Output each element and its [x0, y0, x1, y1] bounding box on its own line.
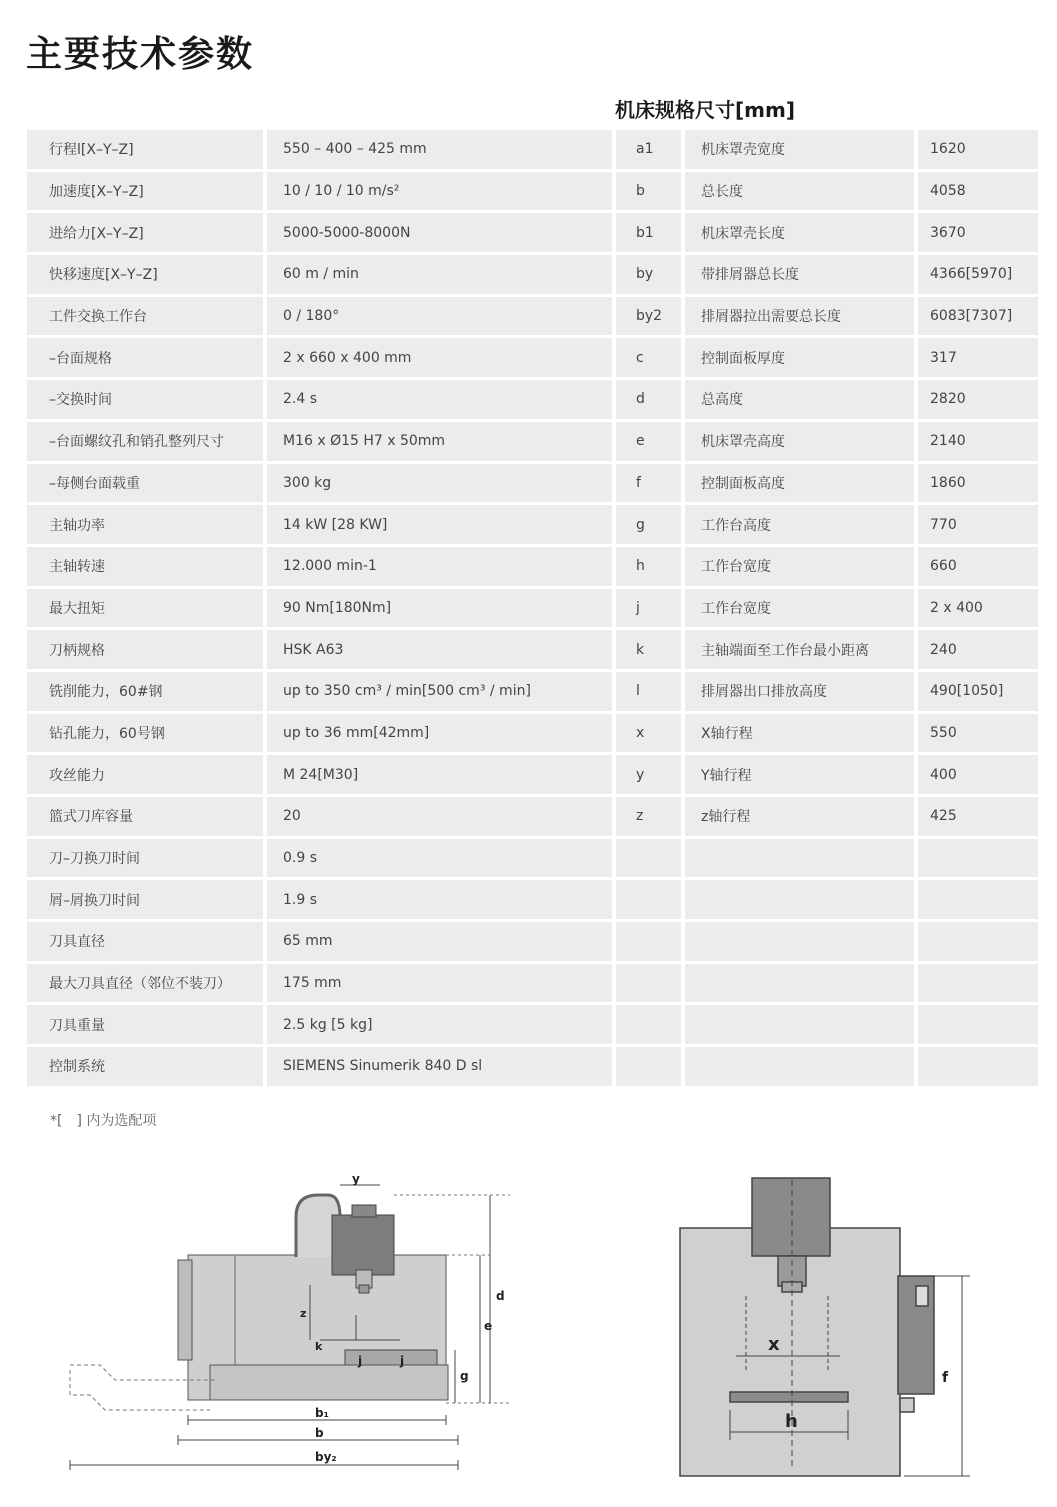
dim-name-cell: 总长度: [685, 172, 914, 211]
param-cell: 行程l[X–Y–Z]: [27, 130, 263, 169]
dim-value-cell: [918, 1005, 1038, 1044]
dim-value-cell: [918, 839, 1038, 878]
dim-value-cell: [918, 880, 1038, 919]
dim-value-cell: 3670: [918, 213, 1038, 252]
dim-name-cell: [685, 880, 914, 919]
dim-name-cell: [685, 964, 914, 1003]
dim-name-cell: 控制面板厚度: [685, 338, 914, 377]
dim-name-cell: 带排屑器总长度: [685, 255, 914, 294]
value-cell: up to 36 mm[42mm]: [267, 714, 612, 753]
dim-code-cell: j: [616, 589, 681, 628]
table-row: [27, 297, 1038, 339]
table-row: [27, 964, 1038, 1006]
value-cell: 90 Nm[180Nm]: [267, 589, 612, 628]
param-cell: 钻孔能力，60号钢: [27, 714, 263, 753]
dim-name-cell: z轴行程: [685, 797, 914, 836]
dim-value-cell: 2820: [918, 380, 1038, 419]
label-f: f: [942, 1370, 949, 1386]
param-cell: –台面规格: [27, 338, 263, 377]
value-cell: 2.4 s: [267, 380, 612, 419]
table-row: [27, 922, 1038, 964]
table-row: [27, 172, 1038, 214]
dim-value-cell: 6083[7307]: [918, 297, 1038, 336]
dim-value-cell: 2 x 400: [918, 589, 1038, 628]
dim-code-cell: by2: [616, 297, 681, 336]
dim-value-cell: 550: [918, 714, 1038, 753]
dim-code-cell: [616, 922, 681, 961]
dim-name-cell: [685, 1005, 914, 1044]
dim-name-cell: X轴行程: [685, 714, 914, 753]
table-row: [27, 880, 1038, 922]
dim-code-cell: f: [616, 464, 681, 503]
label-j-1: j: [358, 1354, 363, 1368]
table-row: [27, 213, 1038, 255]
param-cell: 刀–刀换刀时间: [27, 839, 263, 878]
param-cell: 攻丝能力: [27, 755, 263, 794]
dim-code-cell: z: [616, 797, 681, 836]
dim-value-cell: 1620: [918, 130, 1038, 169]
dim-value-cell: 660: [918, 547, 1038, 586]
param-cell: –每侧台面载重: [27, 464, 263, 503]
dim-value-cell: 4058: [918, 172, 1038, 211]
value-cell: SIEMENS Sinumerik 840 D sl: [267, 1047, 612, 1086]
param-cell: 篮式刀库容量: [27, 797, 263, 836]
table-row: [27, 589, 1038, 631]
value-cell: 12.000 min-1: [267, 547, 612, 586]
param-cell: 主轴转速: [27, 547, 263, 586]
dim-code-cell: c: [616, 338, 681, 377]
dim-name-cell: Y轴行程: [685, 755, 914, 794]
value-cell: 65 mm: [267, 922, 612, 961]
footnote: *[ ] 内为选配项: [50, 1113, 157, 1129]
label-by2: by₂: [315, 1450, 337, 1464]
param-cell: 主轴功率: [27, 505, 263, 544]
value-cell: M 24[M30]: [267, 755, 612, 794]
page-title: 主要技术参数: [26, 34, 255, 75]
table-row: [27, 1005, 1038, 1047]
table-row: [27, 505, 1038, 547]
dim-code-cell: l: [616, 672, 681, 711]
dim-code-cell: [616, 964, 681, 1003]
value-cell: HSK A63: [267, 630, 612, 669]
label-z: z: [300, 1307, 307, 1320]
label-e: e: [484, 1319, 493, 1333]
value-cell: 2.5 kg [5 kg]: [267, 1005, 612, 1044]
dim-code-cell: k: [616, 630, 681, 669]
value-cell: 175 mm: [267, 964, 612, 1003]
table-row: [27, 797, 1038, 839]
dim-value-cell: 770: [918, 505, 1038, 544]
dim-name-cell: [685, 839, 914, 878]
value-cell: 300 kg: [267, 464, 612, 503]
param-cell: 刀具重量: [27, 1005, 263, 1044]
front-view-drawing: [670, 1170, 980, 1485]
dim-name-cell: 工作台宽度: [685, 589, 914, 628]
label-b1: b₁: [315, 1406, 329, 1420]
table-row: [27, 547, 1038, 589]
dim-name-cell: 控制面板高度: [685, 464, 914, 503]
table-row: [27, 422, 1038, 464]
label-d: d: [496, 1289, 505, 1303]
dim-name-cell: [685, 1047, 914, 1086]
dim-name-cell: [685, 922, 914, 961]
dim-name-cell: 主轴端面至工作台最小距离: [685, 630, 914, 669]
dim-name-cell: 总高度: [685, 380, 914, 419]
spindle-head: [332, 1215, 394, 1275]
param-cell: 控制系统: [27, 1047, 263, 1086]
param-cell: 刀具直径: [27, 922, 263, 961]
param-cell: 最大扭矩: [27, 589, 263, 628]
dim-value-cell: 1860: [918, 464, 1038, 503]
table-row: [27, 839, 1038, 881]
front-work-table: [730, 1392, 848, 1402]
dim-code-cell: [616, 1005, 681, 1044]
param-cell: 进给力[X–Y–Z]: [27, 213, 263, 252]
dim-name-cell: 工作台高度: [685, 505, 914, 544]
dim-name-cell: 排屑器出口排放高度: [685, 672, 914, 711]
value-cell: 14 kW [28 KW]: [267, 505, 612, 544]
dim-code-cell: b: [616, 172, 681, 211]
label-g: g: [460, 1369, 469, 1383]
side-view-drawing: [60, 1165, 530, 1485]
table-row: [27, 338, 1038, 380]
table-row: [27, 1047, 1038, 1089]
label-y: y: [352, 1172, 360, 1186]
param-cell: –交换时间: [27, 380, 263, 419]
label-k: k: [315, 1340, 323, 1353]
dim-code-cell: [616, 880, 681, 919]
value-cell: 5000-5000-8000N: [267, 213, 612, 252]
label-b: b: [315, 1426, 324, 1440]
dim-value-cell: 2140: [918, 422, 1038, 461]
value-cell: 2 x 660 x 400 mm: [267, 338, 612, 377]
table-row: [27, 130, 1038, 172]
param-cell: 加速度[X–Y–Z]: [27, 172, 263, 211]
table-row: [27, 630, 1038, 672]
table-row: [27, 255, 1038, 297]
dim-name-cell: 机床罩壳宽度: [685, 130, 914, 169]
dim-code-cell: x: [616, 714, 681, 753]
value-cell: 1.9 s: [267, 880, 612, 919]
dim-value-cell: 240: [918, 630, 1038, 669]
dimensions-title: 机床规格尺寸[mm]: [615, 98, 795, 122]
dim-name-cell: 机床罩壳高度: [685, 422, 914, 461]
param-cell: –台面螺纹孔和销孔整列尺寸: [27, 422, 263, 461]
dim-code-cell: by: [616, 255, 681, 294]
value-cell: up to 350 cm³ / min[500 cm³ / min]: [267, 672, 612, 711]
spec-table: [27, 130, 1038, 1089]
dim-value-cell: 400: [918, 755, 1038, 794]
param-cell: 铣削能力，60#钢: [27, 672, 263, 711]
label-j-2: j: [400, 1354, 405, 1368]
dim-name-cell: 机床罩壳长度: [685, 213, 914, 252]
dim-name-cell: 排屑器拉出需要总长度: [685, 297, 914, 336]
dim-value-cell: [918, 964, 1038, 1003]
table-row: [27, 755, 1038, 797]
table-row: [27, 714, 1038, 756]
param-cell: 屑–屑换刀时间: [27, 880, 263, 919]
value-cell: 550 – 400 – 425 mm: [267, 130, 612, 169]
value-cell: 0.9 s: [267, 839, 612, 878]
value-cell: 20: [267, 797, 612, 836]
value-cell: 10 / 10 / 10 m/s²: [267, 172, 612, 211]
value-cell: M16 x Ø15 H7 x 50mm: [267, 422, 612, 461]
label-x: x: [768, 1334, 780, 1355]
dim-code-cell: e: [616, 422, 681, 461]
dim-value-cell: [918, 1047, 1038, 1086]
param-cell: 最大刀具直径（邻位不装刀）: [27, 964, 263, 1003]
table-row: [27, 464, 1038, 506]
param-cell: 快移速度[X–Y–Z]: [27, 255, 263, 294]
dim-code-cell: g: [616, 505, 681, 544]
param-cell: 刀柄规格: [27, 630, 263, 669]
dim-code-cell: b1: [616, 213, 681, 252]
dim-code-cell: [616, 839, 681, 878]
label-h: h: [785, 1411, 798, 1432]
dim-name-cell: 工作台宽度: [685, 547, 914, 586]
spindle-column: [752, 1178, 830, 1256]
dim-value-cell: 4366[5970]: [918, 255, 1038, 294]
dim-value-cell: 317: [918, 338, 1038, 377]
value-cell: 60 m / min: [267, 255, 612, 294]
table-row: [27, 380, 1038, 422]
dim-code-cell: [616, 1047, 681, 1086]
value-cell: 0 / 180°: [267, 297, 612, 336]
table-row: [27, 672, 1038, 714]
dim-code-cell: d: [616, 380, 681, 419]
dim-code-cell: y: [616, 755, 681, 794]
param-cell: 工件交换工作台: [27, 297, 263, 336]
dim-code-cell: h: [616, 547, 681, 586]
dim-value-cell: 490[1050]: [918, 672, 1038, 711]
dim-value-cell: 425: [918, 797, 1038, 836]
dim-value-cell: [918, 922, 1038, 961]
dim-code-cell: a1: [616, 130, 681, 169]
